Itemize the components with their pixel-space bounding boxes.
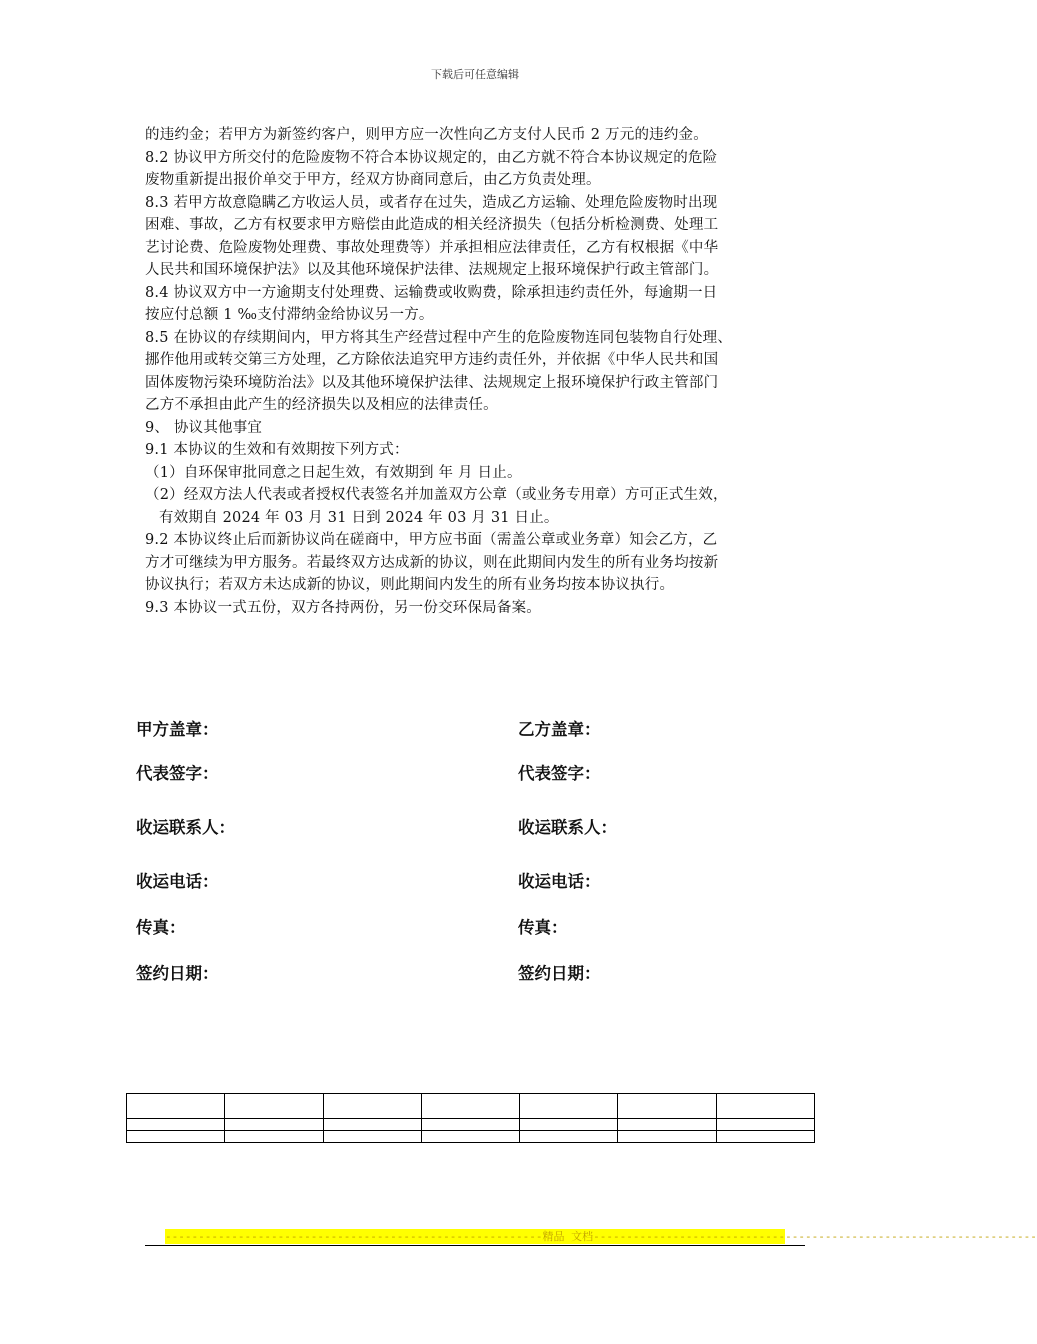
party-a-date-label: 签约日期： (136, 964, 219, 983)
page-header-note: 下载后可任意编辑 (431, 68, 519, 81)
party-b-date-label: 签约日期： (518, 964, 601, 983)
paragraph-line: 挪作他用或转交第三方处理，乙方除依法追究甲方违约责任外，并依据《中华人民共和国 (145, 352, 719, 368)
party-a-fax-label: 传真： (136, 918, 186, 937)
table-cell (421, 1119, 519, 1131)
table-cell (225, 1094, 323, 1119)
paragraph-line: 有效期自 2024 年 03 月 31 日到 2024 年 03 月 31 日止。 (159, 509, 559, 526)
table-cell (225, 1119, 323, 1131)
paragraph-line: 废物重新提出报价单交于甲方，经双方协商同意后，由乙方负责处理。 (145, 172, 601, 188)
paragraph-line: 9.1 本协议的生效和有效期按下列方式： (145, 442, 409, 458)
paragraph-line: 8.4 协议双方中一方逾期支付处理费、运输费或收购费，除承担违约责任外，每逾期一日 (145, 284, 718, 301)
paragraph-line: 方才可继续为甲方服务。若最终双方达成新的协议，则在此期间内发生的所有业务均按新 (145, 554, 719, 571)
table-row (127, 1119, 815, 1131)
table-cell (127, 1119, 225, 1131)
table-cell (618, 1131, 716, 1143)
section-heading: 9、 协议其他事宜 (145, 419, 263, 436)
table-cell (127, 1131, 225, 1143)
party-a-seal-label: 甲方盖章： (136, 720, 219, 739)
party-a-phone-label: 收运电话： (136, 872, 219, 891)
paragraph-line: 8.3 若甲方故意隐瞒乙方收运人员，或者存在过失，造成乙方运输、处理危险废物时出现 (145, 194, 718, 211)
table-cell (421, 1094, 519, 1119)
table-cell (716, 1131, 814, 1143)
paragraph-line: 9.2 本协议终止后而新协议尚在磋商中，甲方应书面（需盖公章或业务章）知会乙方，乙 (145, 532, 718, 548)
empty-grid-table (126, 1093, 815, 1143)
table-cell (618, 1094, 716, 1119)
table-cell (520, 1119, 618, 1131)
party-b-seal-label: 乙方盖章： (518, 720, 601, 739)
paragraph-line: 艺讨论费、危险废物处理费、事故处理费等）并承担相应法律责任，乙方有权根据《中华 (145, 239, 719, 256)
paragraph-line: 协议执行；若双方未达成新的协议，则此期间内发生的所有业务均按本协议执行。 (145, 577, 675, 593)
table-cell (323, 1119, 421, 1131)
table-row (127, 1131, 815, 1143)
party-a-contact-label: 收运联系人： (136, 818, 235, 837)
paragraph-line: 乙方不承担由此产生的经济损失以及相应的法律责任。 (145, 397, 498, 413)
signature-row (136, 804, 816, 868)
table-cell (520, 1131, 618, 1143)
signature-row (136, 760, 816, 804)
paragraph-line: 的违约金；若甲方为新签约客户，则甲方应一次性向乙方支付人民币 2 万元的违约金。 (145, 127, 708, 143)
signature-row (136, 716, 816, 760)
paragraph-line: 8.5 在协议的存续期间内，甲方将其生产经营过程中产生的危险废物连同包装物自行处理、 (145, 329, 733, 346)
party-a-rep-signature-label: 代表签字： (136, 764, 219, 783)
signature-row (136, 868, 816, 914)
paragraph-line: 困难、事故，乙方有权要求甲方赔偿由此造成的相关经济损失（包括分析检测费、处理工 (145, 217, 719, 233)
party-b-rep-signature-label: 代表签字： (518, 764, 601, 783)
paragraph-line: 固体废物污染环境防治法》以及其他环境保护法律、法规规定上报环境保护行政主管部门 (145, 374, 719, 391)
signature-block (136, 716, 816, 1004)
contract-body (145, 124, 815, 619)
table-cell (618, 1119, 716, 1131)
table-cell (127, 1094, 225, 1119)
party-b-fax-label: 传真： (518, 918, 568, 937)
table-cell (520, 1094, 618, 1119)
paragraph-line: （1）自环保审批同意之日起生效，有效期到 年 月 日止。 (145, 464, 522, 481)
paragraph-line: （2）经双方法人代表或者授权代表签名并加盖双方公章（或业务专用章）方可正式生效， (145, 487, 728, 503)
paragraph-line: 人民共和国环境保护法》以及其他环境保护法律、法规规定上报环境保护行政主管部门。 (145, 262, 719, 278)
table-cell (323, 1131, 421, 1143)
footer-divider (145, 1245, 805, 1246)
paragraph-line: 按应付总额 1 ‰支付滞纳金给协议另一方。 (145, 307, 434, 323)
footer-banner: ---------------------------------------------------------精品 文档------------------------------------------------------------------- (165, 1230, 1037, 1243)
table-row (127, 1094, 815, 1119)
table-cell (323, 1094, 421, 1119)
table-cell (421, 1131, 519, 1143)
table-cell (225, 1131, 323, 1143)
party-b-contact-label: 收运联系人： (518, 818, 617, 837)
paragraph-line: 9.3 本协议一式五份，双方各持两份，另一份交环保局备案。 (145, 599, 541, 616)
table-cell (716, 1094, 814, 1119)
table-cell (716, 1119, 814, 1131)
signature-row (136, 914, 816, 960)
party-b-phone-label: 收运电话： (518, 872, 601, 891)
signature-row (136, 960, 816, 1004)
paragraph-line: 8.2 协议甲方所交付的危险废物不符合本协议规定的，由乙方就不符合本协议规定的危险 (145, 149, 718, 166)
